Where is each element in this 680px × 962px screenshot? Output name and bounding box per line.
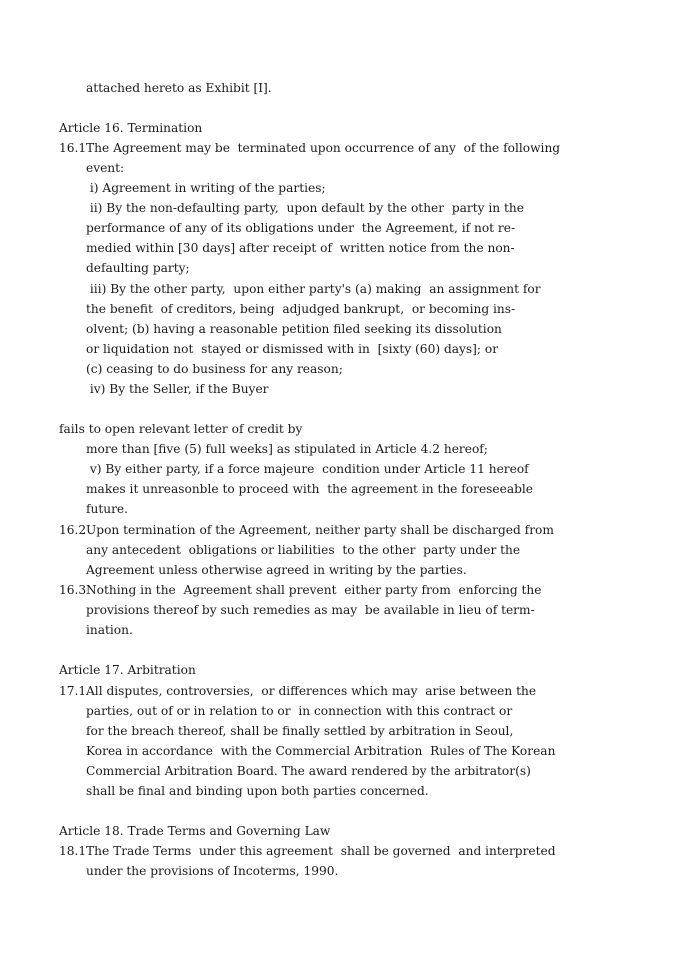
item-iii-text: ⅲ) By the other party, upon either party's (a) making an assignment for [86,282,541,296]
article-17-heading: Article 17. Arbitration [59,663,196,677]
exhibit-line: attached hereto as Exhibit [I]. [86,81,272,95]
clause-17-1-text: shall be final and binding upon both parties concerned. [86,784,429,798]
item-iii-text: or liquidation not stayed or dismissed with in [sixty (60) days]; or [86,342,499,356]
clause-16-2-text: Agreement unless otherwise agreed in writing by the parties. [86,563,467,577]
item-iv-text: more than [five (5) full weeks] as stipulated in Article 4.2 hereof; [86,442,488,456]
clause-16-3-number: 16.3 [59,583,87,597]
item-iv-text: ⅳ) By the Seller, if the Buyer [86,382,269,396]
item-ii-text: ⅱ) By the non-defaulting party, upon default by the other party in the [86,201,524,215]
clause-16-2-text: Upon termination of the Agreement, neither party shall be discharged from [86,523,554,537]
item-ii-text: performance of any of its obligations under the Agreement, if not re- [86,221,516,235]
clause-16-1-text: The Agreement may be terminated upon occurrence of any of the following [86,141,561,155]
article-18-heading: Article 18. Trade Terms and Governing Law [59,824,331,838]
item-v-text: makes it unreasonble to proceed with the agreement in the foreseeable [86,482,534,496]
clause-17-1-text: Korea in accordance with the Commercial Arbitration Rules of The Korean [86,744,556,758]
item-i-text: ⅰ) Agreement in writing of the parties; [86,181,326,195]
item-v-text: ⅴ) By either party, if a force majeure condition under Article 11 hereof [86,462,529,476]
item-iii-text: (c) ceasing to do business for any reason; [86,362,343,376]
item-iv-text: fails to open relevant letter of credit by [59,422,303,436]
clause-16-2-number: 16.2 [59,523,87,537]
clause-18-1-text: The Trade Terms under this agreement shall be governed and interpreted [86,844,556,858]
clause-18-1-number: 18.1 [59,844,87,858]
clause-16-3-text: ination. [86,623,133,637]
item-v-text: future. [86,502,129,516]
clause-16-3-text: Nothing in the Agreement shall prevent either party from enforcing the [86,583,542,597]
clause-17-1-text: parties, out of or in relation to or in connection with this contract or [86,704,513,718]
clause-18-1-text: under the provisions of Incoterms, 1990. [86,864,339,878]
clause-16-2-text: any antecedent obligations or liabilities to the other party under the [86,543,521,557]
article-16-heading: Article 16. Termination [59,121,203,135]
item-ii-text: defaulting party; [86,261,190,275]
clause-17-1-number: 17.1 [59,684,87,698]
clause-16-3-text: provisions thereof by such remedies as may be available in lieu of term- [86,603,535,617]
item-ii-text: medied within [30 days] after receipt of written notice from the non- [86,241,515,255]
clause-16-1-text: event: [86,161,125,175]
clause-17-1-text: All disputes, controversies, or differences which may arise between the [86,684,537,698]
item-iii-text: olvent; (b) having a reasonable petition filed seeking its dissolution [86,322,502,336]
item-iii-text: the benefit of creditors, being adjudged bankrupt, or becoming ins- [86,302,516,316]
clause-17-1-text: for the breach thereof, shall be finally settled by arbitration in Seoul, [86,724,514,738]
clause-16-1-number: 16.1 [59,141,87,155]
clause-17-1-text: Commercial Arbitration Board. The award rendered by the arbitrator(s) [86,764,531,778]
